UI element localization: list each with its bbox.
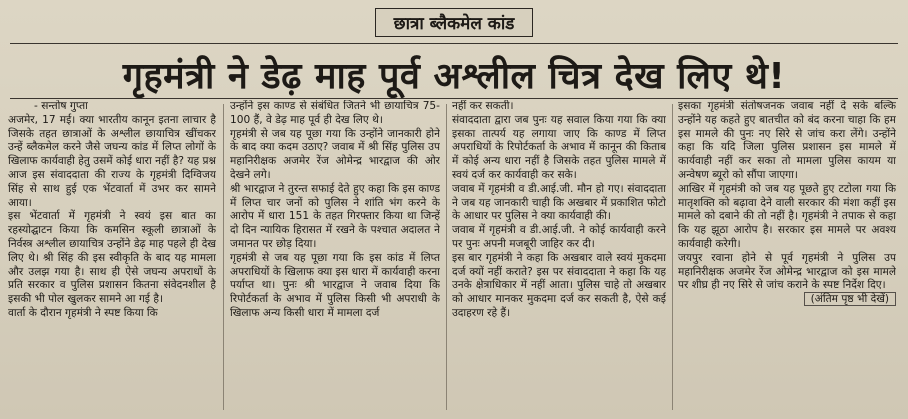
paragraph: जवाब में गृहमंत्री व डी.आई.जी. ने कोई कार्यवाही करने पर पुनः अपनी मजबूरी जाहिर कर दी। [452, 224, 666, 250]
column-divider [223, 104, 224, 410]
paragraph: वार्ता के दौरान गृहमंत्री ने स्पष्ट किया कि [8, 306, 158, 319]
kicker-wrap [0, 8, 908, 37]
column-3 [452, 100, 666, 414]
paragraph: गृहमंत्री से जब यह पूछा गया कि इस कांड में लिप्त अपराधियों के खिलाफ क्या इस धारा में कार्यवाही करना पर्याप्त था। पुनः श्री भारद्वाज ने जवाब दिया कि रिपोर्टकर्ता के अभाव में पुलिस किसी भी अपराधी के खिलाफ अन्य किसी धारा में मामला दर्ज [230, 251, 440, 319]
rule-bottom [10, 98, 898, 99]
column-divider [446, 104, 447, 410]
continuation-note [678, 293, 896, 307]
column-4 [678, 100, 896, 414]
paragraph: जवाब में गृहमंत्री व डी.आई.जी. मौन हो गए। संवाददाता ने जब यह जानकारी चाही कि अखबार में प्रकाशित फोटो के आधार पर पुलिस ने क्या कार्यवाही की। [452, 182, 666, 223]
paragraph: आखिर में गृहमंत्री को जब यह पूछते हुए टटोला गया कि मातृशक्ति को बढ़ावा देने वाली सरकार की मंशा कहीं इस मामले को दबाने की तो नहीं है। गृहमंत्री ने तपाक से कहा कि यह झूठा आरोप है। सरकार इस मामले पर अवश्य कार्यवाही करेगी। [678, 182, 896, 250]
paragraph: जयपुर रवाना होने से पूर्व गृहमंत्री ने पुलिस उप महानिरीक्षक अजमेर रेंज ओमेन्द्र भारद्वाज को इस मामले पर शीघ्र ही नए सिरे से जांच कराने के स्पष्ट निर्देश दिए। [678, 251, 896, 292]
byline: - सन्तोष गुप्ता [34, 100, 88, 112]
continuation-label: (अंतिम पृष्ठ भी देखें) [804, 292, 896, 306]
headline: गृहमंत्री ने डेढ़ माह पूर्व अश्लील चित्र देख लिए थे! [122, 56, 786, 97]
paragraph: अजमेर, 17 मई। क्या भारतीय कानून इतना लाचार है जिसके तहत छात्राओं के अश्लील छायाचित्र खींचकर उन्हें ब्लैकमेल करने जैसे जघन्य कांड में लिप्त लोगों के खिलाफ कार्यवाही हेतु उसमें कोई धारा नहीं है? यह प्रश्न आज इस संवाददाता की राज्य के गृहमंत्री दिग्विजय सिंह से साथ हुई एक भेंटवार्ता में उभर कर सामने आया। [8, 113, 216, 209]
column-2 [230, 100, 440, 414]
paragraph: उन्होंने इस काण्ड से संबंधित जितने भी छायाचित्र 75-100 हैं, वे डेढ़ माह पूर्व ही देख लिए थे। [230, 100, 440, 126]
rule-top [10, 43, 898, 44]
paragraph: गृहमंत्री से जब यह पूछा गया कि उन्होंने जानकारी होने के बाद क्या कदम उठाए? जवाब में श्री सिंह पुलिस उप महानिरीक्षक अजमेर रेंज ओमेन्द्र भारद्वाज की ओर देखने लगे। [230, 127, 440, 181]
column-1 [8, 100, 216, 414]
paragraph: नहीं कर सकती। [452, 100, 514, 112]
paragraph: श्री भारद्वाज ने तुरन्त सफाई देते हुए कहा कि इस काण्ड में लिप्त चार जनों को पुलिस ने शांति भंग करने के आरोप में धारा 151 के तहत गिरफ्तार किया था जिन्हें दो दिन न्यायिक हिरासत में रखने के पश्चात अदालत ने जमानत पर छोड़ दिया। [230, 182, 440, 250]
paragraph: इस बार गृहमंत्री ने कहा कि अखबार वाले स्वयं मुकदमा दर्ज क्यों नहीं कराते? इस पर संवाददाता ने कहा कि यह उनके क्षेत्राधिकार में नहीं आता। पुलिस चाहे तो अखबार को आधार मानकर मुकदमा दर्ज कर सकती है, ऐसे कई उदाहरण रहे हैं। [452, 251, 666, 319]
paragraph: इस भेंटवार्ता में गृहमंत्री ने स्वयं इस बात का रहस्योद्घाटन किया कि कमसिन स्कूली छात्राओं के निर्वस्त्र अश्लील छायाचित्र उन्होंने डेढ़ माह पहले ही देख लिए थे। श्री सिंह की इस स्वीकृति के बाद यह मामला और उलझ गया है। साथ ही ऐसे जघन्य अपराधों के प्रति सरकार व पुलिस प्रशासन कितना संवेदनशील है इसकी भी पोल खुलकर सामने आ गई है। [8, 210, 216, 306]
column-divider [672, 104, 673, 410]
story-kicker: छात्रा ब्लैकमेल कांड [375, 8, 534, 37]
paragraph: संवाददाता द्वारा जब पुनः यह सवाल किया गया कि क्या इसका तात्पर्य यह लगाया जाए कि काण्ड में लिप्त अपराधियों के रिपोर्टकर्ता के अभाव में कानून की किताब में कोई अन्य धारा नहीं है जिसके तहत पुलिस मामले में स्वयं दर्ज कर कार्यवाही कर सके। [452, 113, 666, 181]
paragraph: इसका गृहमंत्री संतोषजनक जवाब नहीं दे सके बल्कि उन्होंने यह कहते हुए बातचीत को बंद करना चाहा कि हम इस मामले की पुनः नए सिरे से जांच करा लेंगे। उन्होंने कहा कि यदि जिला पुलिस प्रशासन इस मामले में कार्यवाही नहीं कर सका तो मामला पुलिस कायम या अन्वेषण ब्यूरो को सौंपा जाएगा। [678, 100, 896, 181]
